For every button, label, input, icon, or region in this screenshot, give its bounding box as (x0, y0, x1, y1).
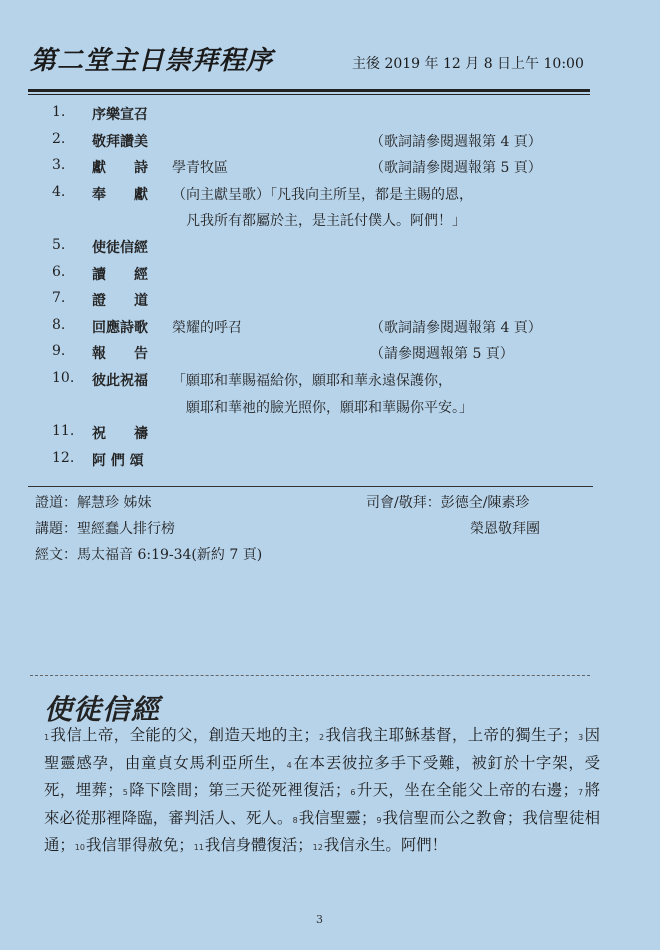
creed-title: 使徒信經 (44, 693, 161, 726)
preacher-line: 證道：解慧珍 姊妹 (35, 495, 152, 511)
creed-clause: 我信永生。阿們！ (323, 836, 447, 854)
program-item-number: 5. (52, 237, 66, 253)
sermon-title-line: 講題：聖經蠢人排行榜 (35, 521, 175, 537)
creed-clause: 我信身體復活； (204, 836, 313, 854)
title-rule (28, 89, 590, 92)
creed-clause-number: 8 (292, 815, 298, 825)
creed-clause-number: 3 (578, 733, 584, 742)
program-item-number: 12. (52, 449, 75, 466)
worship-team-line: 榮恩敬拜團 (470, 521, 540, 537)
creed-clause-number: 7 (578, 788, 584, 797)
creed-clause-number: 4 (286, 760, 292, 770)
page-number: 3 (316, 913, 323, 926)
program-item-number: 9. (52, 343, 66, 360)
program-item-number: 6. (52, 263, 66, 280)
program-item-reference: （歌詞請參閱週報第 4 頁） (370, 133, 542, 150)
creed-clause: 將來必從那裡降臨，審判活人、死人。 (44, 781, 600, 827)
program-item-number: 11. (52, 423, 75, 440)
program-item-number: 4. (52, 183, 66, 200)
program-item-label: 阿 們 頌 (92, 452, 144, 469)
creed-clause: 我信罪得赦免； (85, 836, 194, 854)
program-item-label: 祝 禱 (92, 426, 148, 443)
program-item-detail: （向主獻呈歌）「凡我向主所呈，都是主賜的恩， (172, 186, 473, 203)
program-item-label: 報 告 (92, 346, 148, 363)
section-divider (28, 486, 593, 487)
program-item-label: 奉 獻 (92, 186, 148, 203)
creed-clause: 因聖靈感孕，由童貞女馬利亞所生， (44, 726, 600, 772)
creed-clause-number: 12 (312, 843, 323, 852)
program-item-reference: （請參閱週報第 5 頁） (370, 346, 514, 363)
page-title: 第二堂主日崇拜程序 (30, 46, 274, 76)
title-rule-thin (28, 94, 590, 95)
creed-clause: 升天，坐在全能父上帝的右邊； (356, 781, 579, 799)
creed-clause: 我信上帝，全能的父，創造天地的主； (50, 726, 319, 744)
creed-clause-number: 10 (74, 843, 85, 852)
creed-clause-number: 5 (122, 788, 128, 797)
creed-clause-number: 11 (193, 843, 204, 852)
program-item-number: 10. (52, 370, 75, 386)
leaders-line: 司會/敬拜：彭德全/陳素珍 (366, 495, 530, 511)
program-item-label: 獻 詩 (92, 160, 148, 177)
creed-clause: 我信我主耶穌基督，上帝的獨生子； (325, 726, 579, 744)
program-item-label: 使徒信經 (92, 240, 148, 256)
creed-text (44, 723, 600, 861)
service-datetime: 主後 2019 年 12 月 8 日上午 10:00 (352, 56, 584, 72)
program-item-label: 回應詩歌 (92, 319, 148, 336)
program-item-label: 彼此祝福 (92, 373, 148, 389)
program-item-detail: 學青牧區 (172, 160, 228, 177)
program-item-number: 3. (52, 157, 66, 174)
program-item-label: 證 道 (92, 293, 148, 310)
program-item-detail: 榮耀的呼召 (172, 319, 242, 336)
program-item-number: 1. (52, 104, 66, 120)
program-item-reference: （歌詞請參閱週報第 5 頁） (370, 160, 542, 177)
creed-clause: 在本丟彼拉多手下受難，被釘於十字架，受死，埋葬； (44, 753, 600, 799)
program-item-continuation-text: 凡我所有都屬於主，是主託付僕人。阿們！」 (186, 213, 466, 230)
creed-clause-number: 2 (318, 733, 325, 742)
program-item-number: 8. (52, 316, 66, 333)
program-item-label: 讀 經 (92, 266, 148, 283)
creed-clause: 降下陰間；第三天從死裡復活； (128, 781, 351, 799)
creed-clause-number: 1 (44, 733, 50, 742)
program-item-detail: 「願耶和華賜福給你，願耶和華永遠保護你， (172, 373, 452, 389)
dashed-divider (30, 675, 590, 676)
program-item-number: 7. (52, 290, 66, 307)
program-item-number: 2. (52, 130, 66, 147)
program-item-continuation-text: 願耶和華祂的臉光照你，願耶和華賜你平安。」 (186, 399, 473, 416)
scripture-line: 經文：馬太福音 6:19-34(新約 7 頁) (35, 547, 263, 563)
program-item-label: 序樂宣召 (92, 107, 148, 123)
creed-clause: 我信聖靈； (298, 808, 377, 827)
creed-clause-number: 9 (376, 815, 382, 825)
creed-clause: 我信聖而公之教會；我信聖徒相通； (44, 808, 600, 854)
creed-clause-number: 6 (350, 788, 356, 797)
program-item-label: 敬拜讚美 (92, 133, 148, 150)
program-item-reference: （歌詞請參閱週報第 4 頁） (370, 319, 542, 336)
